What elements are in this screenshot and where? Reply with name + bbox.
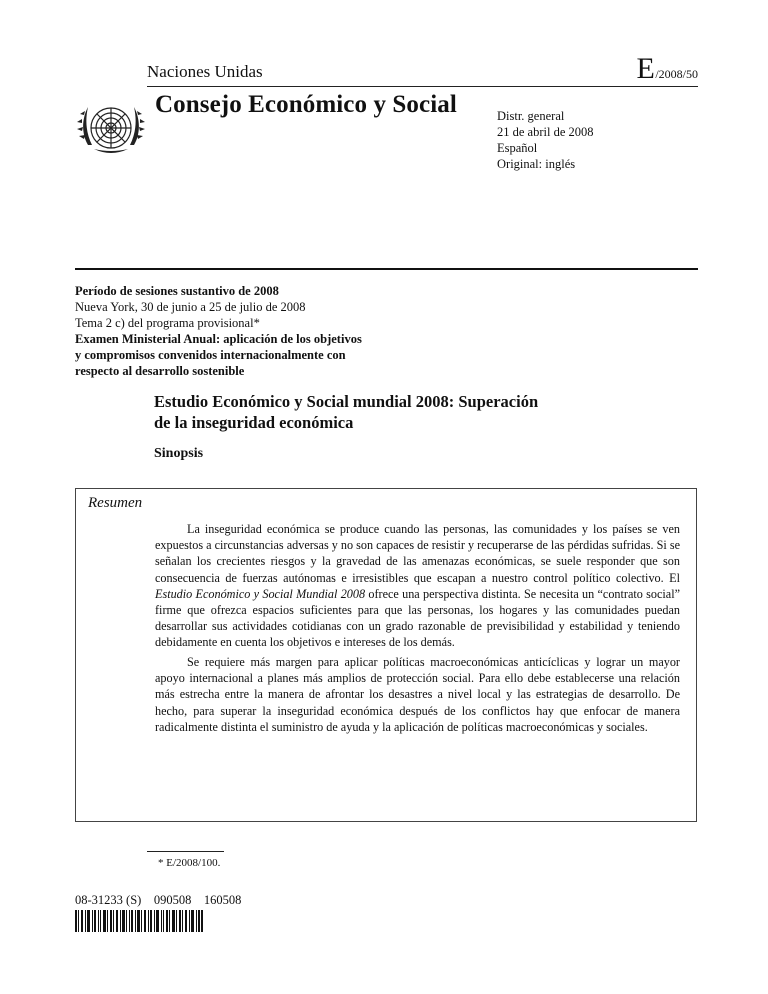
title-line1: Estudio Económico y Social mundial 2008: Superación: [154, 392, 539, 411]
symbol-letter: E: [636, 52, 656, 85]
organization-name: Naciones Unidas: [147, 62, 263, 81]
document-title: [154, 391, 634, 433]
p1-text-b: ofrece una perspectiva distinta. Se necesita un “contrato social” firme que ofrezca espacios suficientes para que las personas, los hogares y las comunidades puedan desarrollar sus actividades cotidianas con un grado razonable de previsibilidad y estabilidad y teniendo debidamente en cuenta los objetivos e intereses de los demás.: [155, 586, 680, 650]
job-number: 08-31233 (S) 090508 160508: [75, 893, 242, 907]
footnote: * E/2008/100.: [158, 857, 221, 869]
agenda-item: Tema 2 c) del programa provisional*: [75, 316, 260, 330]
p1-italic-title: Estudio Económico y Social Mundial 2008: [155, 586, 366, 601]
session-place: Nueva York, 30 de junio a 25 de julio de 2008: [75, 300, 306, 314]
distribution-original: Original: inglés: [497, 157, 576, 171]
distribution-language: Español: [497, 141, 538, 155]
distribution-type: Distr. general: [497, 109, 565, 123]
title-line2: de la inseguridad económica: [154, 413, 354, 432]
section-rule: [75, 268, 698, 270]
agenda-title-line2: y compromisos convenidos internacionalmente con: [75, 348, 346, 362]
footnote-rule: [147, 851, 224, 852]
summary-heading: Resumen: [88, 495, 143, 511]
distribution-block: [497, 108, 594, 172]
agenda-title-line3: respecto al desarrollo sostenible: [75, 364, 245, 378]
council-name: Consejo Económico y Social: [155, 91, 457, 118]
document-symbol: [637, 52, 699, 86]
summary-paragraph-2: Se requiere más margen para aplicar políticas macroeconómicas anticíclicas y lograr un mayor apoyo internacional a planes más amplios de protección social. Para ello debe establecerse una relación más estrecha entre la manera de afrontar los desastres a nivel local y las estrategias de desarrollo. De hecho, para superar la inseguridad económica después de los conflictos hay que enfocar de manera radicalmente distinta el suministro de ayuda y la aplicación de políticas macroeconómicas y sociales.: [155, 655, 680, 734]
p1-text-a: La inseguridad económica se produce cuando las personas, las comunidades y los países se ven expuestos a circunstancias adversas y no son capaces de resistir y recuperarse de las pérdidas sufridas. Si se señalan los crecientes riesgos y la gravedad de las amenazas económicas, se suele responder que son consecuencia de fuerzas autónomas e irresistibles que escapan a nuestro control político colectivo. El: [155, 522, 680, 585]
header-rule: [147, 86, 698, 87]
barcode-icon: [75, 910, 203, 932]
summary-paragraph-1: [155, 521, 680, 651]
un-emblem-icon: [76, 95, 146, 165]
document-subtitle: Sinopsis: [154, 446, 204, 461]
distribution-date: 21 de abril de 2008: [497, 125, 594, 139]
symbol-number: /2008/50: [655, 67, 698, 81]
session-title: Período de sesiones sustantivo de 2008: [75, 284, 279, 298]
agenda-title-line1: Examen Ministerial Anual: aplicación de los objetivos: [75, 332, 362, 346]
session-block: [75, 283, 395, 379]
